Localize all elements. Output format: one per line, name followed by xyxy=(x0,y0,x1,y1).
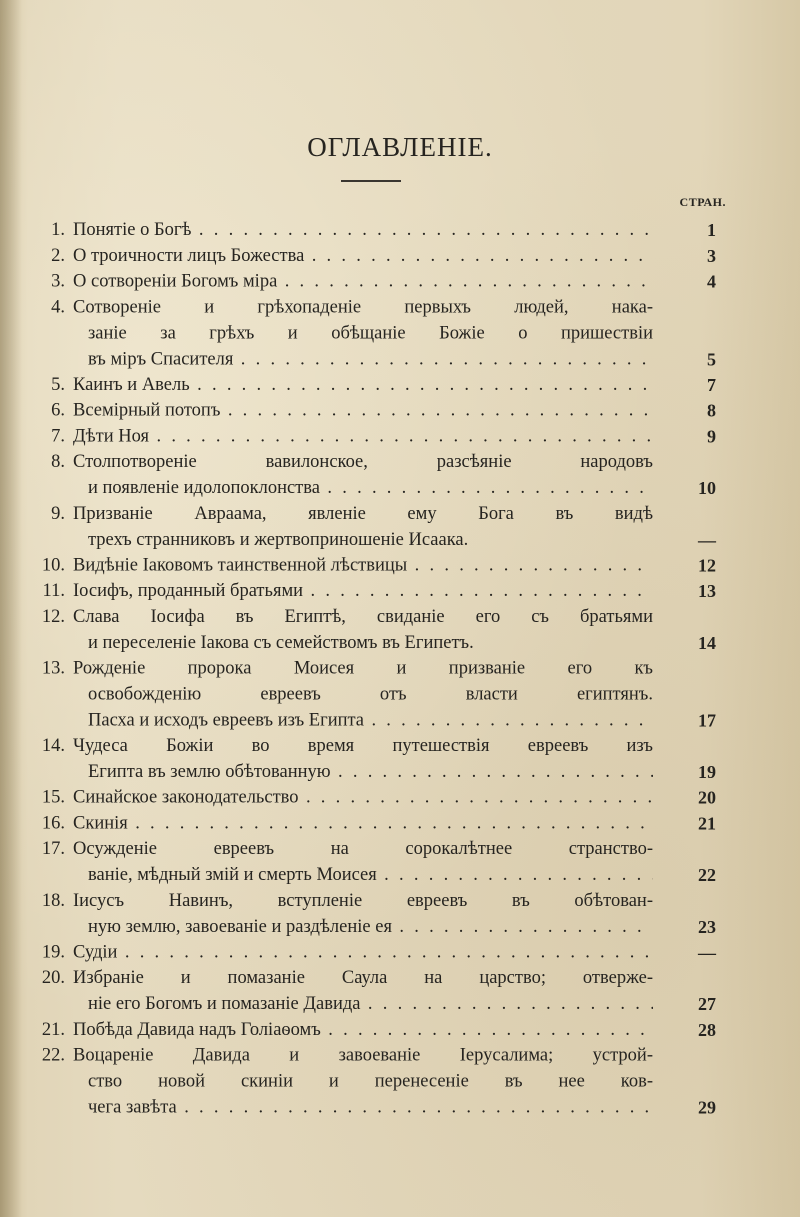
toc-entry-number: 17. xyxy=(41,839,65,860)
toc-entry-page-number: 29 xyxy=(698,1097,716,1118)
toc-entry-number: 8. xyxy=(51,452,65,473)
toc-entry-title-line: Іосифъ, проданный братьями . . . xyxy=(73,579,653,605)
toc-entry-page-number: — xyxy=(698,942,716,963)
toc-entry-title-line: Сотвореніе и грѣхопаденіе первыхъ людей, нака- xyxy=(73,297,653,318)
toc-entry-number: 22. xyxy=(41,1045,65,1066)
toc-entry-number: 7. xyxy=(51,426,65,447)
toc-entry-number: 14. xyxy=(41,736,65,756)
toc-entry-title-line: Видѣніе Іаковомъ таинственной лѣствицы . . . xyxy=(73,553,653,579)
toc-entry-number: 20. xyxy=(41,968,65,989)
toc-entry xyxy=(0,295,800,372)
toc-entry-page-number: 10 xyxy=(698,477,716,498)
toc-entry-title-line: и появленіе идолопоклонства . . . xyxy=(88,476,653,502)
toc-entry-number: 11. xyxy=(42,581,65,602)
toc-entry-title-line: и переселеніе Іакова съ семействомъ въ Египетъ. xyxy=(88,632,474,653)
toc-entry xyxy=(0,786,800,812)
toc-entry-title-line: освобожденію евреевъ отъ власти египтянъ. xyxy=(88,684,653,705)
toc-entry-title-line: Синайское законодательство . . . xyxy=(73,786,653,812)
toc-entry-number: 16. xyxy=(41,813,65,834)
toc-entry-title-line: О троичности лицъ Божества . . . xyxy=(73,244,653,270)
toc-entry-title-line: Столпотвореніе вавилонское, разсѣяніе народовъ xyxy=(73,452,653,473)
toc-entry xyxy=(0,270,800,296)
toc-entry-title-line: Рожденіе пророка Моисея и призваніе его къ xyxy=(73,658,653,679)
toc-entry-number: 6. xyxy=(51,400,65,421)
toc-entry xyxy=(0,966,800,1018)
toc-entry-title-line: ство новой скиніи и перенесеніе въ нее ков- xyxy=(88,1071,653,1092)
toc-entry-number: 1. xyxy=(51,220,65,240)
toc-entry-page-number: 17 xyxy=(698,710,716,731)
toc-entry-page-number: 3 xyxy=(707,245,716,266)
toc-entry-number: 4. xyxy=(51,297,65,318)
toc-entry-title-line: Всемірный потопъ . . . xyxy=(73,399,653,425)
toc-entry-title-line: чега завѣта . . . xyxy=(88,1095,653,1121)
toc-entry xyxy=(0,1018,800,1044)
toc-entry-page-number: 12 xyxy=(698,555,716,576)
toc-entry-number: 21. xyxy=(41,1019,65,1040)
toc-entry xyxy=(0,399,800,425)
toc-entry xyxy=(0,811,800,837)
toc-entry xyxy=(0,837,800,889)
toc-entry-title-line: Воцареніе Давида и завоеваніе Іерусалима; устрой- xyxy=(73,1045,653,1066)
toc-entry-page-number: 1 xyxy=(707,220,716,240)
toc-entry xyxy=(0,502,800,554)
toc-entry-page-number: 13 xyxy=(698,581,716,602)
toc-entry-page-number: 4 xyxy=(707,271,716,292)
toc-entry-page-number: 28 xyxy=(698,1019,716,1040)
toc-entry xyxy=(0,218,800,244)
toc-entry-title-line: Іисусъ Навинъ, вступленіе евреевъ въ обѣтован- xyxy=(73,890,653,911)
toc-entry-title-line: Дѣти Ноя . . . xyxy=(73,424,653,450)
toc-entry-number: 5. xyxy=(51,374,65,395)
toc-entry-page-number: 14 xyxy=(698,632,716,653)
toc-entry-number: 13. xyxy=(41,658,65,679)
toc-entry-title-line: ніе его Богомъ и помазаніе Давида . . . xyxy=(88,992,653,1018)
toc-entry xyxy=(0,940,800,966)
toc-entry-title-line: Слава Іосифа въ Египтѣ, свиданіе его съ братьями xyxy=(73,607,653,627)
toc-entry-page-number: 8 xyxy=(707,400,716,421)
toc-entry-title-line: Пасха и исходъ евреевъ изъ Египта . . . xyxy=(88,708,653,734)
toc-entry xyxy=(0,605,800,657)
page-column-header: СТРАН. xyxy=(679,195,726,209)
toc-entry-page-number: 20 xyxy=(698,787,716,808)
toc-entry-title-line: Египта въ землю обѣтованную . . . xyxy=(88,760,653,786)
toc-entry-number: 10. xyxy=(41,555,65,576)
toc-entry-number: 2. xyxy=(51,245,65,266)
toc-entry xyxy=(0,553,800,579)
toc-entry-number: 19. xyxy=(41,942,65,963)
toc-entry xyxy=(0,657,800,734)
toc-entry xyxy=(0,424,800,450)
toc-entry xyxy=(0,1044,800,1121)
toc-entry-title-line: Скинія . . . xyxy=(73,811,653,837)
toc-entry-number: 15. xyxy=(41,787,65,808)
toc-entry-number: 9. xyxy=(51,503,65,524)
toc-entry-title-line: О сотвореніи Богомъ міра . . . xyxy=(73,270,653,296)
toc-entry-page-number: 21 xyxy=(698,813,716,834)
toc-entry-title-line: заніе за грѣхъ и обѣщаніе Божіе о пришествіи xyxy=(88,323,653,344)
toc-entry-number: 12. xyxy=(41,607,65,627)
toc-entry-number: 3. xyxy=(51,271,65,292)
toc-entry-title-line: Судіи . . . xyxy=(73,940,653,966)
toc-entry-title-line: ваніе, мѣдный змій и смерть Моисея . . . xyxy=(88,863,653,889)
toc-entry-page-number: 27 xyxy=(698,993,716,1014)
toc-entry-title-line: Побѣда Давида надъ Голіаѳомъ . . . xyxy=(73,1018,653,1044)
toc-entry-title-line: Чудеса Божіи во время путешествія евреевъ изъ xyxy=(73,736,653,756)
page-title: ОГЛАВЛЕНІЕ. xyxy=(307,132,493,162)
toc-entry-title-line: въ міръ Спасителя . . . xyxy=(88,347,653,373)
toc-entry-number: 18. xyxy=(41,890,65,911)
toc-entry-title-line: Призваніе Авраама, явленіе ему Бога въ видѣ xyxy=(73,503,653,524)
toc-entry-page-number: 23 xyxy=(698,916,716,937)
toc-entry xyxy=(0,579,800,605)
toc-entry-page-number: — xyxy=(698,529,716,550)
toc-entry-page-number: 5 xyxy=(707,348,716,369)
title-rule xyxy=(341,180,401,182)
toc-entry xyxy=(0,734,800,786)
toc-entry xyxy=(0,373,800,399)
toc-entry-title-line: трехъ странниковъ и жертвоприношеніе Исаака. xyxy=(88,529,469,550)
toc-entry-title-line: Понятіе о Богѣ . . . xyxy=(73,218,653,244)
toc-entry-title-line: Избраніе и помазаніе Саула на царство; отверже- xyxy=(73,968,653,989)
toc-entry xyxy=(0,244,800,270)
toc-entry-page-number: 7 xyxy=(707,374,716,395)
toc-entry-page-number: 19 xyxy=(698,761,716,782)
toc-entry-title-line: ную землю, завоеваніе и раздѣленіе ея . . . xyxy=(88,915,653,941)
toc-entry-title-line: Осужденіе евреевъ на сорокалѣтнее странство- xyxy=(73,839,653,860)
toc-entry-page-number: 9 xyxy=(707,426,716,447)
toc-entry-page-number: 22 xyxy=(698,864,716,885)
toc-entry xyxy=(0,450,800,502)
toc-entry xyxy=(0,889,800,941)
toc-entry-title-line: Каинъ и Авель . . . xyxy=(73,373,653,399)
